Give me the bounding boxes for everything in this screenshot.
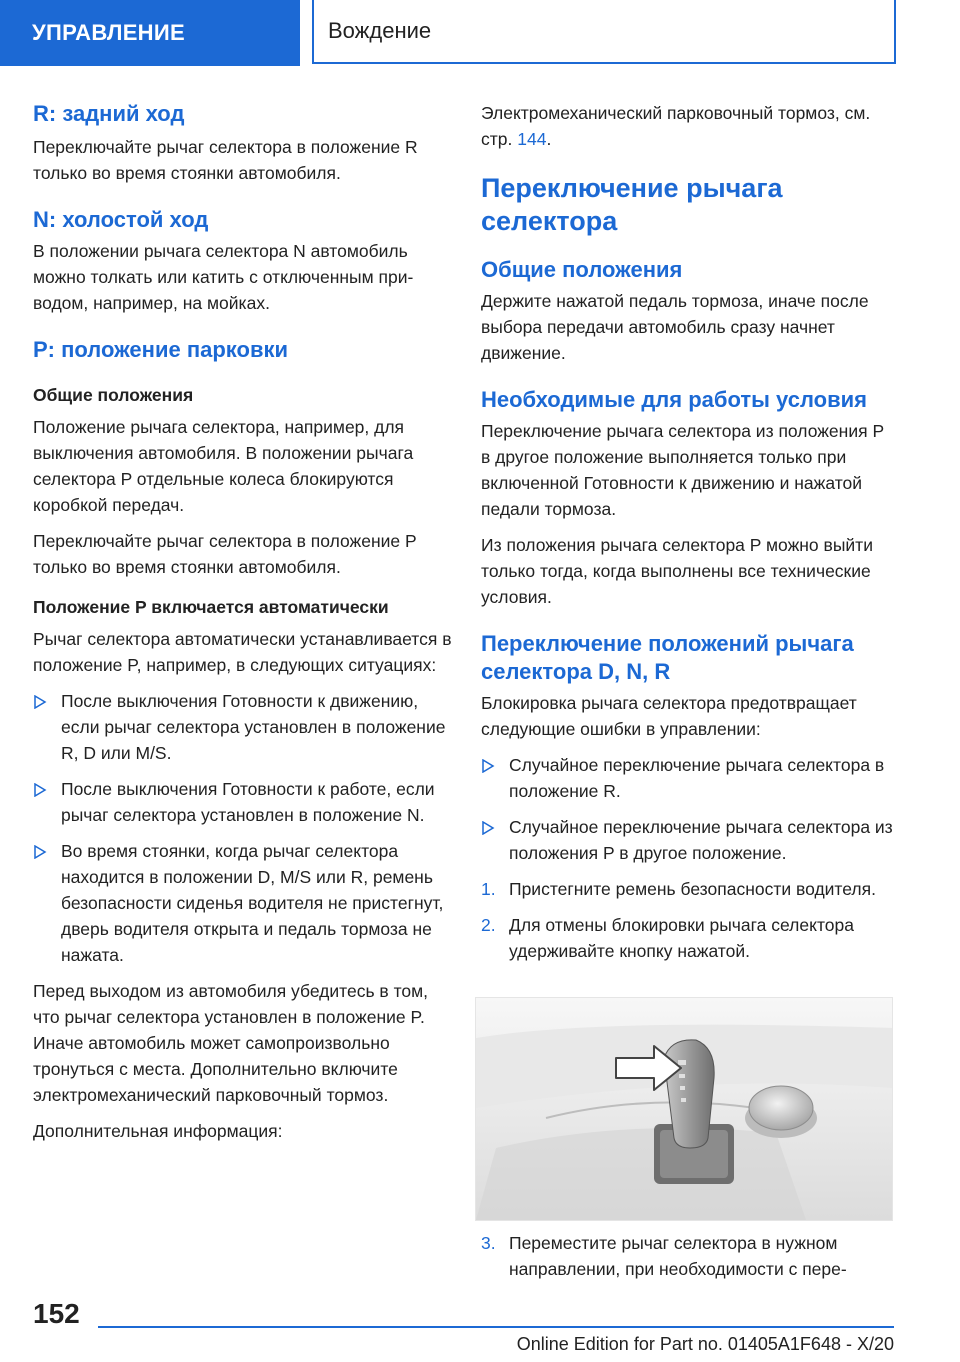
list-item-text: Случайное переключение рычага селектора из положения P в другое положение. [509, 817, 893, 863]
triangle-bullet-icon [33, 845, 47, 859]
page-number: 152 [33, 1298, 80, 1329]
footer-divider [98, 1326, 894, 1328]
text-conditions-1: Переключение рычага селектора из положения P в другое положение выполняется только при включенной Готовности к движению и нажатой педали тормоза. [481, 421, 884, 519]
triangle-bullet-icon [481, 759, 495, 773]
list-item-text: После выключения Готовности к работе, если рычаг селектора установлен в положение N. [61, 779, 435, 825]
step-number: 1. [481, 879, 496, 899]
list-item [481, 752, 893, 804]
list-item-text: Во время стоянки, когда рычаг селектора находится в положении D, M/S или R, ремень безопасности сиденья водителя не пристегнут, дверь водителя открыта и педаль тормоза не нажата. [61, 841, 444, 965]
text-before-leaving: Перед выходом из автомобиля убедитесь в том, что рычаг селектора установлен в положение P. Иначе автомобиль может самопроизвольно тронуться с места. Дополнительно включите электромеханический парковочный тормоз. [33, 981, 429, 1105]
heading-conditions: Необходимые для работы условия [481, 387, 867, 412]
park-auto-bullet-list [33, 688, 453, 968]
text-park-auto: Рычаг селектора автоматически устанавливается в положение P, например, в следующих ситуациях: [33, 629, 452, 675]
page-reference-link[interactable]: 144 [517, 129, 547, 149]
section-tab: УПРАВЛЕНИЕ [0, 0, 300, 66]
triangle-bullet-icon [33, 695, 47, 709]
heading-park-general: Общие положения [33, 385, 194, 405]
step-3 [481, 1230, 893, 1292]
heading-dnr: Переключение положений рычага селектора D, N, R [481, 631, 854, 684]
text-park-general-1: Положение рычага селектора, например, для выключения автомобиля. В положении рычага селектора P отдельные колеса блокируются коробкой передач. [33, 417, 414, 515]
list-item [33, 776, 453, 828]
heading-park-auto: Положение P включается автоматически [33, 597, 389, 617]
dnr-bullet-list [481, 752, 893, 866]
page-header [0, 0, 960, 66]
steps-list [481, 876, 893, 964]
step-text: Для отмены блокировки рычага селектора удерживайте кнопку нажатой. [509, 915, 854, 961]
gear-selector-illustration [475, 997, 893, 1221]
step-number: 2. [481, 915, 496, 935]
step-number: 3. [481, 1233, 496, 1253]
ref-end: . [546, 129, 552, 149]
heading-neutral: N: холостой ход [33, 207, 209, 232]
text-conditions-2: Из положения рычага селектора P можно выйти только тогда, когда выполнены все технические условия. [481, 535, 873, 607]
left-column [33, 100, 453, 1154]
right-column [481, 100, 893, 974]
list-item [33, 688, 453, 766]
step-item [481, 876, 893, 902]
gear-selector-image [476, 998, 892, 1220]
text-parking-brake-ref [481, 100, 893, 152]
step-text: Переместите рычаг селектора в нужном направлении, при необходимости с пере- [509, 1233, 847, 1279]
text-reverse: Переключайте рычаг селектора в положение R только во время стоянки автомобиля. [33, 137, 418, 183]
list-item-text: После выключения Готовности к движению, если рычаг селектора установлен в положение R, D или M/S. [61, 691, 446, 763]
step-text: Пристегните ремень безопасности водителя. [509, 879, 876, 899]
step-item [481, 1230, 893, 1282]
list-item [481, 814, 893, 866]
list-item-text: Случайное переключение рычага селектора в положение R. [509, 755, 885, 801]
heading-reverse: R: задний ход [33, 101, 185, 126]
step-item [481, 912, 893, 964]
chapter-tab: Вождение [312, 0, 896, 64]
text-switch-general: Держите нажатой педаль тормоза, иначе после выбора передачи автомобиль сразу начнет движение. [481, 291, 869, 363]
footer-edition: Online Edition for Part no. 01405A1F648 - X/20 [516, 1334, 894, 1354]
heading-switch-selector: Переключение рычага селектора [481, 173, 783, 236]
list-item [33, 838, 453, 968]
text-neutral: В положении рычага селектора N автомобиль можно толкать или катить с отключенным приводом, например, на мойках. [33, 241, 414, 313]
text-more-info: Дополнительная информация: [33, 1121, 283, 1141]
triangle-bullet-icon [481, 821, 495, 835]
text-dnr: Блокировка рычага селектора предотвращает следующие ошибки в управлении: [481, 693, 857, 739]
ref-text: Электромеханический парковочный тормоз, см. стр. [481, 103, 871, 149]
heading-switch-general: Общие положения [481, 257, 683, 282]
heading-park: P: положение парковки [33, 337, 289, 362]
triangle-bullet-icon [33, 783, 47, 797]
text-park-general-2: Переключайте рычаг селектора в положение P только во время стоянки автомобиля. [33, 531, 417, 577]
